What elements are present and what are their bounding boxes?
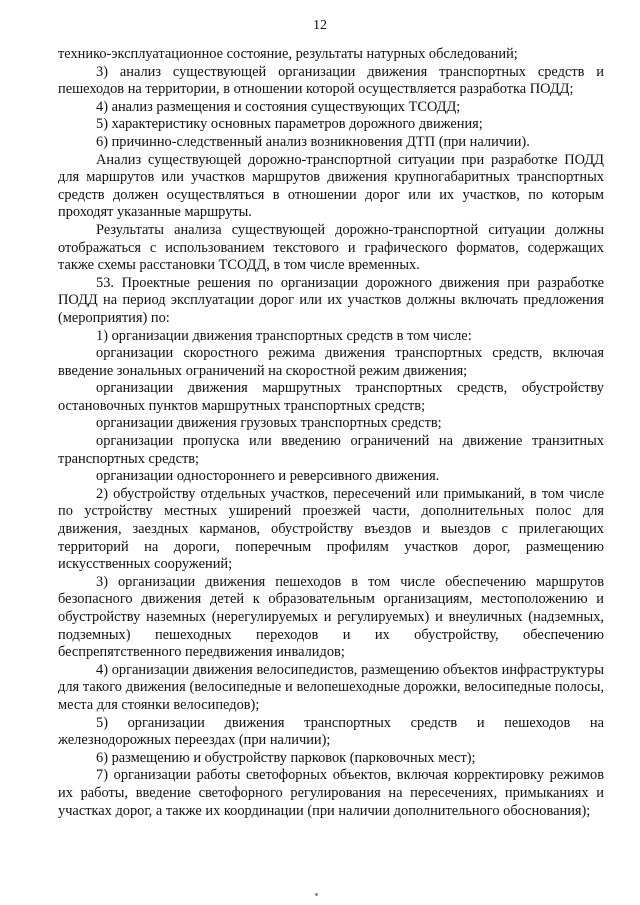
page-number: 12 xyxy=(313,18,327,33)
paragraph: 7) организации работы светофорных объектов, включая корректировку режимов их работы, введение светофорного регулирования на пересечениях, примыканиях и участках дорог, а также их координации (при наличии дополнительного обоснования); xyxy=(58,767,604,819)
paragraph: 3) анализ существующей организации движения транспортных средств и пешеходов на территории, в отношении которой осуществляется разработка ПОДД; xyxy=(58,63,604,98)
scan-speck xyxy=(315,893,318,896)
paragraph: 5) характеристику основных параметров дорожного движения; xyxy=(96,116,483,133)
paragraph: 4) организации движения велосипедистов, размещению объектов инфраструктуры для такого движения (велосипедные и велопешеходные дорожки, велосипедные полосы, места для стоянки велосипедов); xyxy=(58,661,604,713)
paragraph: 1) организации движения транспортных средств в том числе: xyxy=(96,327,472,344)
paragraph: технико-эксплуатационное состояние, результаты натурных обследований; xyxy=(58,46,518,62)
paragraph: 53. Проектные решения по организации дорожного движения при разработке ПОДД на период эксплуатации дорог или их участков должны включать предложения (мероприятия) по: xyxy=(58,274,604,326)
paragraph: 6) причинно-следственный анализ возникновения ДТП (при наличии). xyxy=(96,133,530,150)
paragraph: 3) организации движения пешеходов в том числе обеспечению маршрутов безопасного движения детей к образовательным организациям, местоположению и обустройству наземных (нерегулируемых и регулируемых) и внеуличных (надземных, подземных) пешеходных переходов и их обустройству, обеспечению беспрепятственного передвижения инвалидов; xyxy=(58,573,604,661)
paragraph: Анализ существующей дорожно-транспортной ситуации при разработке ПОДД для маршрутов или участков маршрутов движения крупногабаритных транспортных средств должен осуществляться в отношении дорог или их участков, по которым проходят указанные маршруты. xyxy=(58,151,604,221)
paragraph: 5) организации движения транспортных средств и пешеходов на железнодорожных переездах (при наличии); xyxy=(58,714,604,749)
paragraph: 4) анализ размещения и состояния существующих ТСОДД; xyxy=(96,98,461,115)
document-body xyxy=(58,46,604,820)
paragraph: организации движения грузовых транспортных средств; xyxy=(96,415,442,432)
paragraph: организации движения маршрутных транспортных средств, обустройству остановочных пунктов маршрутных транспортных средств; xyxy=(58,380,604,414)
paragraph: организации одностороннего и реверсивного движения. xyxy=(96,468,440,485)
paragraph: организации скоростного режима движения транспортных средств, включая введение зональных ограничений на скоростной режим движения; xyxy=(58,345,604,379)
paragraph: 6) размещению и обустройству парковок (парковочных мест); xyxy=(96,749,476,766)
paragraph: 2) обустройству отдельных участков, пересечений или примыканий, в том числе по устройству местных уширений проезжей части, дополнительных полос для движения, заездных карманов, обустройству въездов и выездов с прилегающих территорий на дороги, поперечным профилям участков дорог, размещению искусственных сооружений; xyxy=(58,485,604,573)
paragraph: организации пропуска или введению ограничений на движение транзитных транспортных средств; xyxy=(58,433,604,467)
paragraph: Результаты анализа существующей дорожно-транспортной ситуации должны отображаться с использованием текстового и графического форматов, содержащих также схемы расстановки ТСОДД, в том числе временных. xyxy=(58,221,604,274)
